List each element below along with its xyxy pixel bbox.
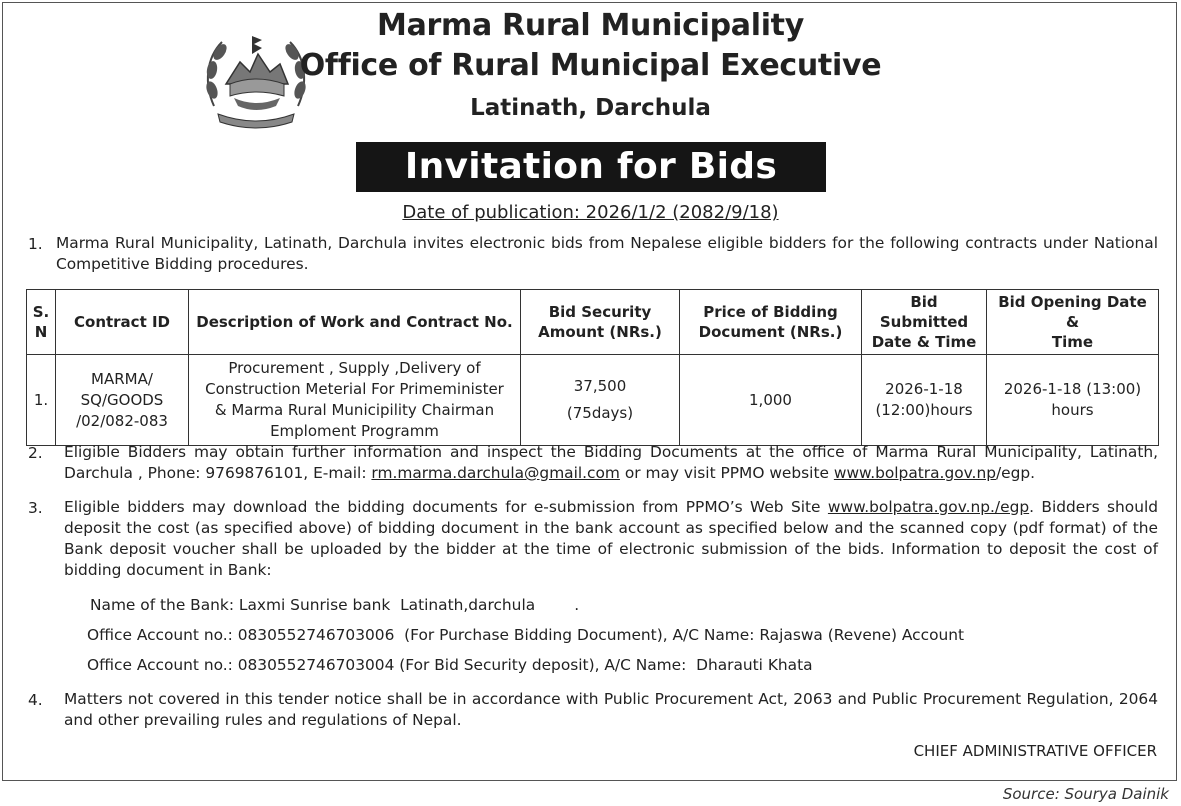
column-header: Bid Submitted Date & Time: [862, 290, 987, 355]
egp-website-link[interactable]: www.bolpatra.gov.np./egp: [827, 498, 1030, 516]
clause-3-number: 3.: [28, 499, 43, 517]
column-header: Bid Opening Date & Time: [987, 290, 1159, 355]
column-header: Price of Bidding Document (NRs.): [680, 290, 862, 355]
description-cell: Procurement , Supply ,Delivery of Construction Meterial For Primeminister & Marma Rural Municipility Chairman Emploment Programm: [189, 355, 521, 446]
bank-account-1: Office Account no.: 0830552746703006 (For Purchase Bidding Document), A/C Name: Rajaswa (Revene) Account: [87, 626, 965, 644]
bid-opening-cell: 2026-1-18 (13:00) hours: [987, 355, 1159, 446]
office-location: Latinath, Darchula: [470, 95, 711, 121]
bid-security-amount: 37,500: [573, 377, 627, 395]
ppmo-website-link[interactable]: www.bolpatra.gov.np: [833, 464, 996, 482]
bid-submitted-cell: 2026-1-18 (12:00)hours: [862, 355, 987, 446]
bid-security-validity: (75days): [566, 404, 634, 422]
bid-security-cell: [521, 355, 680, 446]
document-price-cell: 1,000: [680, 355, 862, 446]
source-credit: Source: Sourya Dainik: [1002, 785, 1169, 803]
serial-number-cell: 1.: [27, 355, 56, 446]
signoff: CHIEF ADMINISTRATIVE OFFICER: [913, 742, 1157, 760]
bank-name: Name of the Bank: Laxmi Sunrise bank Latinath,darchula .: [90, 596, 580, 614]
column-header: Contract ID: [56, 290, 189, 355]
bank-account-2: Office Account no.: 0830552746703004 (For Bid Security deposit), A/C Name: Dharauti Khata: [87, 656, 813, 674]
clause-1-text: Marma Rural Municipality, Latinath, Darchula invites electronic bids from Nepalese eligible bidders for the following contracts under National Competitive Bidding procedures.: [56, 234, 1158, 273]
municipality-name: Marma Rural Municipality: [377, 8, 804, 43]
clause-2-text: Eligible Bidders may obtain further information and inspect the Bidding Documents at the office of Marma Rural Municipality, Latinath, Darchula , Phone: 9769876101, E-mail: rm.marma.darchula@gmail.com or may visit PPMO website www.bolpatra.gov.np/egp.: [64, 443, 1158, 482]
table-row: [27, 355, 1159, 446]
clause-4-text: Matters not covered in this tender notice shall be in accordance with Public Procurement Act, 2063 and Public Procurement Regulation, 2064 and other prevailing rules and regulations of Nepal.: [64, 690, 1158, 729]
column-header: S. N: [27, 290, 56, 355]
bids-table: [26, 289, 1159, 446]
notice-title: Invitation for Bids: [356, 142, 826, 192]
contract-id-cell: MARMA/ SQ/GOODS /02/082-083: [56, 355, 189, 446]
clause-3-text: Eligible bidders may download the bidding documents for e-submission from PPMO’s Web Site www.bolpatra.gov.np./egp. Bidders should deposit the cost (as specified above) of bidding document in the bank account as specified below and the scanned copy (pdf format) of the Bank deposit voucher shall be uploaded by the bidder at the time of electronic submission of the bids. Information to deposit the cost of bidding document in Bank:: [64, 498, 1158, 579]
clause-1-number: 1.: [28, 235, 43, 253]
office-name: Office of Rural Municipal Executive: [299, 48, 882, 83]
table-header-row: [27, 290, 1159, 355]
publication-date: Date of publication: 2026/1/2 (2082/9/18): [402, 202, 779, 223]
column-header: Description of Work and Contract No.: [189, 290, 521, 355]
column-header: Bid Security Amount (NRs.): [521, 290, 680, 355]
email-link[interactable]: rm.marma.darchula@gmail.com: [371, 464, 620, 482]
clause-4-number: 4.: [28, 691, 43, 709]
clause-2-number: 2.: [28, 444, 43, 462]
